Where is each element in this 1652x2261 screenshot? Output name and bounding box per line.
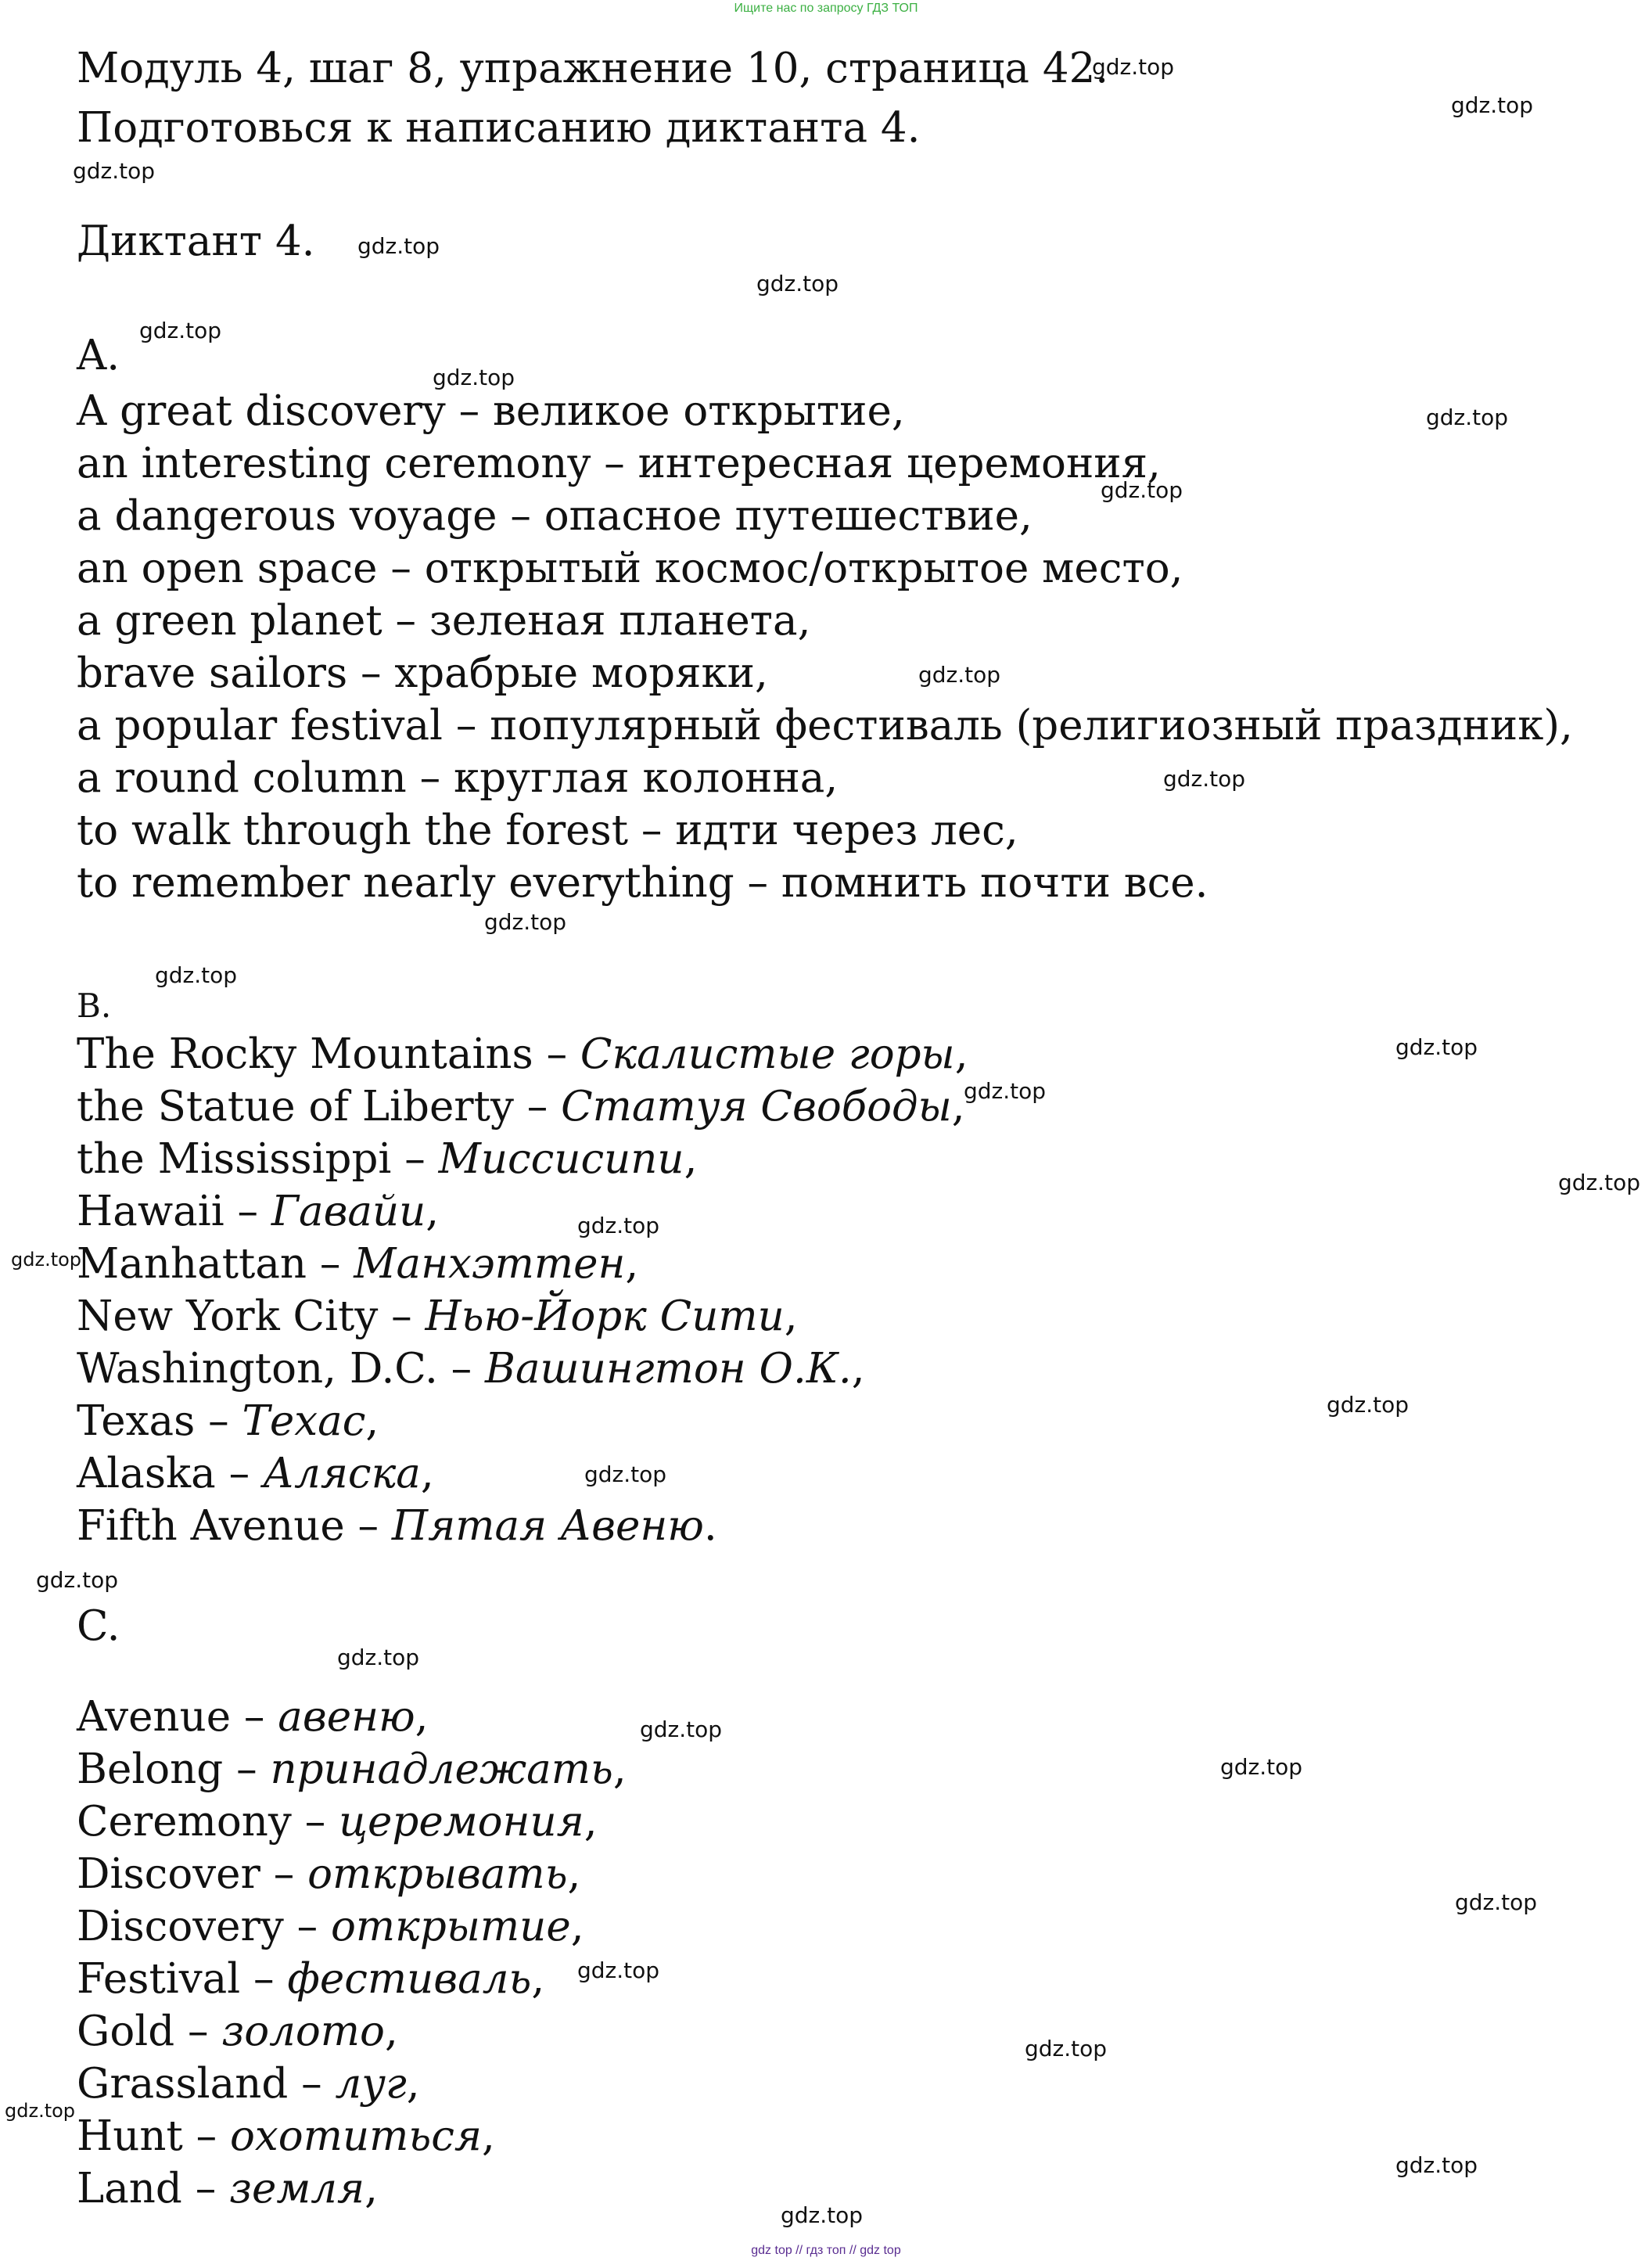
section-a-item: a popular festival – популярный фестиваль (религиозный праздник), xyxy=(77,702,1573,749)
term-end: , xyxy=(684,1135,698,1183)
watermark: gdz.top xyxy=(1395,2152,1478,2178)
section-c-item xyxy=(77,2110,495,2162)
term-end: , xyxy=(420,1450,434,1497)
term-en: Fifth Avenue – xyxy=(77,1502,392,1550)
watermark: gdz.top xyxy=(577,1957,660,1983)
header-line-1: Модуль 4, шаг 8, упражнение 10, страница 42. xyxy=(77,45,1109,92)
term-end: , xyxy=(384,2008,398,2055)
watermark: gdz.top xyxy=(1092,54,1175,80)
header-line-2: Подготовься к написанию диктанта 4. xyxy=(77,104,921,152)
section-a-item: A great discovery – великое открытие, xyxy=(77,387,905,435)
watermark: gdz.top xyxy=(1025,2036,1108,2062)
section-c-item xyxy=(77,1796,598,1848)
section-c-label: C. xyxy=(77,1602,120,1650)
watermark: gdz.top xyxy=(781,2202,864,2228)
term-en: Gold – xyxy=(77,2008,222,2055)
term-end: , xyxy=(954,1030,968,1078)
section-a-item: a green planet – зеленая планета, xyxy=(77,597,811,645)
watermark: gdz.top xyxy=(139,318,222,343)
term-end: , xyxy=(426,1188,440,1235)
watermark: gdz.top xyxy=(337,1645,420,1670)
term-en: Land – xyxy=(77,2165,230,2212)
dictation-title: Диктант 4. xyxy=(77,217,315,265)
watermark: gdz.top xyxy=(36,1567,119,1593)
term-en: Discover – xyxy=(77,1850,308,1898)
watermark: gdz.top xyxy=(1101,477,1183,503)
section-c-item xyxy=(77,1848,580,1900)
term-end: , xyxy=(365,1397,379,1445)
watermark: gdz.top xyxy=(11,1249,82,1271)
watermark: gdz.top xyxy=(357,233,440,259)
term-ru: Манхэттен xyxy=(354,1240,626,1288)
top-banner: Ищите нас по запросу ГДЗ ТОП xyxy=(734,2,918,15)
term-ru: фестиваль xyxy=(287,1955,532,2003)
term-end: , xyxy=(851,1345,865,1393)
section-b-item xyxy=(77,1080,965,1133)
term-ru: открывать xyxy=(307,1850,568,1898)
term-en: Discovery – xyxy=(77,1903,332,1950)
term-ru: золото xyxy=(221,2008,385,2055)
term-ru: Миссисипи xyxy=(438,1135,684,1183)
term-end: . xyxy=(703,1502,717,1550)
term-ru: Вашингтон О.К. xyxy=(485,1345,852,1393)
watermark: gdz.top xyxy=(1327,1392,1410,1418)
section-a-item: brave sailors – храбрые моряки, xyxy=(77,649,768,697)
section-c-item xyxy=(77,1691,429,1743)
section-a-item: to remember nearly everything – помнить почти все. xyxy=(77,859,1208,907)
section-a-item: a dangerous voyage – опасное путешествие, xyxy=(77,492,1032,540)
term-end: , xyxy=(625,1240,639,1288)
section-b-item xyxy=(77,1395,379,1447)
term-ru: земля xyxy=(229,2165,365,2212)
term-end: , xyxy=(570,1903,584,1950)
watermark: gdz.top xyxy=(1395,1034,1478,1060)
watermark: gdz.top xyxy=(484,909,567,935)
term-en: the Statue of Liberty – xyxy=(77,1083,562,1130)
section-b-item xyxy=(77,1343,865,1395)
watermark: gdz.top xyxy=(155,962,238,988)
watermark: gdz.top xyxy=(577,1213,660,1238)
term-en: Manhattan – xyxy=(77,1240,354,1288)
watermark: gdz.top xyxy=(584,1461,667,1487)
section-b-item xyxy=(77,1238,638,1290)
term-en: the Mississippi – xyxy=(77,1135,439,1183)
term-en: Texas – xyxy=(77,1397,242,1445)
watermark: gdz.top xyxy=(1220,1754,1303,1780)
term-en: The Rocky Mountains – xyxy=(77,1030,580,1078)
section-b-item xyxy=(77,1028,968,1080)
term-end: , xyxy=(951,1083,965,1130)
term-ru: принадлежать xyxy=(270,1745,613,1793)
section-a-item: an interesting ceremony – интересная церемония, xyxy=(77,440,1161,487)
term-ru: охотиться xyxy=(229,2112,482,2160)
watermark: gdz.top xyxy=(918,662,1001,688)
term-end: , xyxy=(406,2060,420,2108)
term-end: , xyxy=(531,1955,545,2003)
term-ru: Техас xyxy=(242,1397,366,1445)
section-c-item xyxy=(77,1900,584,1953)
term-en: Hawaii – xyxy=(77,1188,271,1235)
watermark: gdz.top xyxy=(1163,766,1246,792)
term-end: , xyxy=(365,2165,378,2212)
watermark: gdz.top xyxy=(1455,1889,1538,1915)
watermark: gdz.top xyxy=(5,2100,76,2122)
term-end: , xyxy=(784,1292,798,1340)
term-en: Avenue – xyxy=(77,1693,278,1741)
term-en: Belong – xyxy=(77,1745,271,1793)
section-b-label: B. xyxy=(77,987,112,1025)
term-end: , xyxy=(584,1798,598,1846)
section-c-item xyxy=(77,1743,627,1796)
term-end: , xyxy=(567,1850,581,1898)
section-c-item xyxy=(77,1953,544,2005)
term-ru: Нью-Йорк Сити xyxy=(425,1292,785,1340)
term-en: Alaska – xyxy=(77,1450,263,1497)
section-b-item xyxy=(77,1185,439,1238)
watermark: gdz.top xyxy=(756,271,839,297)
watermark: gdz.top xyxy=(433,365,515,390)
term-en: Ceremony – xyxy=(77,1798,339,1846)
section-c-item xyxy=(77,2005,398,2058)
term-ru: Пятая Авеню xyxy=(391,1502,704,1550)
section-b-item xyxy=(77,1500,717,1552)
term-en: Festival – xyxy=(77,1955,288,2003)
section-b-item xyxy=(77,1447,434,1500)
bottom-banner: gdz top // гдз топ // gdz top xyxy=(751,2244,901,2257)
section-a-item: a round column – круглая колонна, xyxy=(77,754,839,802)
section-c-item xyxy=(77,2162,378,2215)
term-ru: церемония xyxy=(339,1798,584,1846)
section-c-item xyxy=(77,2058,420,2110)
term-ru: авеню xyxy=(278,1693,415,1741)
term-en: Washington, D.C. – xyxy=(77,1345,486,1393)
term-en: Hunt – xyxy=(77,2112,230,2160)
watermark: gdz.top xyxy=(73,158,156,184)
term-en: New York City – xyxy=(77,1292,426,1340)
section-b-item xyxy=(77,1133,697,1185)
term-ru: луг xyxy=(335,2060,407,2108)
watermark: gdz.top xyxy=(964,1078,1047,1104)
section-b-item xyxy=(77,1290,798,1343)
term-ru: Гавайи xyxy=(271,1188,426,1235)
watermark: gdz.top xyxy=(1426,404,1509,430)
section-a-item: to walk through the forest – идти через лес, xyxy=(77,807,1018,854)
section-a-item: an open space – открытый космос/открытое место, xyxy=(77,545,1183,592)
term-en: Grassland – xyxy=(77,2060,336,2108)
term-end: , xyxy=(415,1693,429,1741)
term-ru: открытие xyxy=(331,1903,571,1950)
term-end: , xyxy=(612,1745,627,1793)
watermark: gdz.top xyxy=(1558,1170,1641,1195)
watermark: gdz.top xyxy=(640,1716,723,1742)
term-ru: Статуя Свободы xyxy=(561,1083,952,1130)
term-ru: Скалистые горы xyxy=(580,1030,955,1078)
term-ru: Аляска xyxy=(262,1450,421,1497)
watermark: gdz.top xyxy=(1451,92,1534,118)
term-end: , xyxy=(481,2112,495,2160)
section-a-label: A. xyxy=(77,332,120,379)
